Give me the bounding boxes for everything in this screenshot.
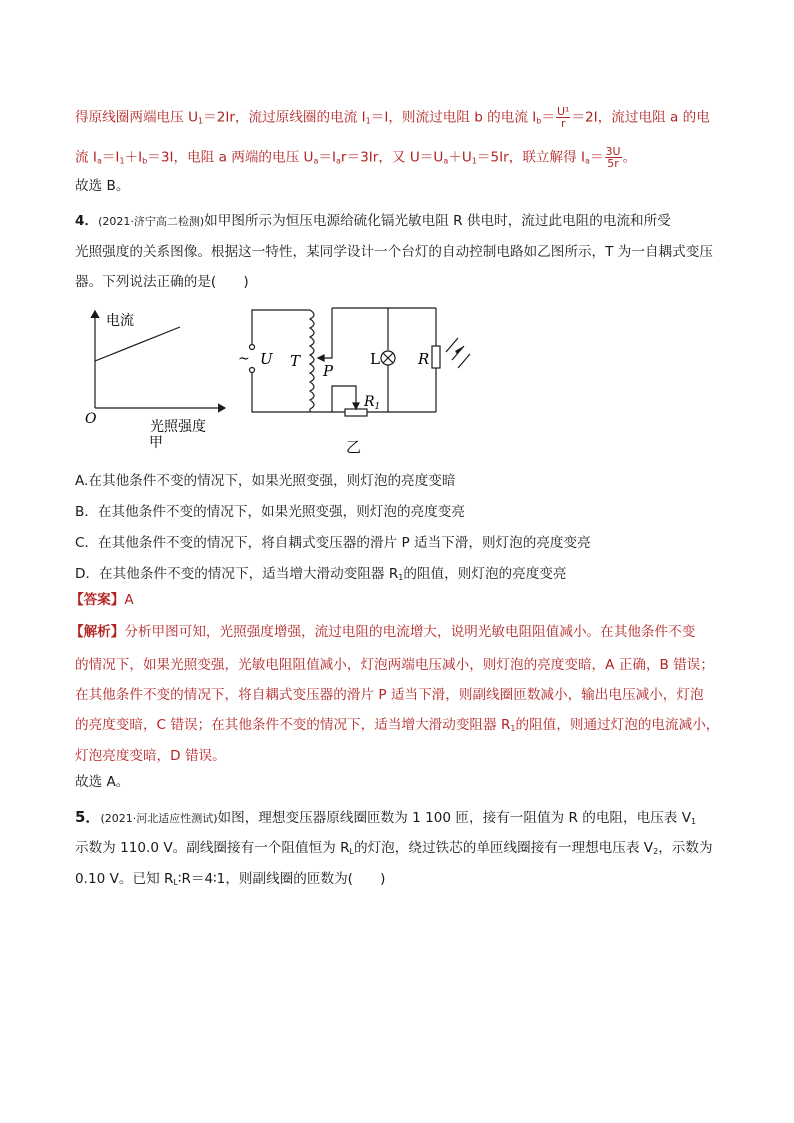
source-tilde: ~ xyxy=(238,351,250,367)
subscript: 1 xyxy=(119,156,125,166)
origin-label: O xyxy=(85,411,97,427)
transformer-coil xyxy=(310,310,314,409)
q4-answer xyxy=(70,590,134,610)
y-axis-label: 电流 xyxy=(106,313,134,329)
text-segment: 。 xyxy=(622,149,637,166)
question-number: 5． xyxy=(75,808,101,826)
text-segment: 的灯泡，绕过铁芯的单匝线圈接有一理想电压表 V xyxy=(354,840,654,856)
text-segment: ∶R＝4∶1，则副线圈的匝数为( ) xyxy=(177,871,386,887)
subscript: b xyxy=(536,116,542,126)
fraction-numerator: U¹ xyxy=(556,105,570,118)
text-segment: 分析甲图可知，光照强度增强，流过电阻的电流增大，说明光敏电阻阻值减小。在其他条件不变 xyxy=(124,624,696,640)
x-axis-label: 光照强度 xyxy=(150,419,206,435)
q4-option-d xyxy=(75,564,567,588)
ldr-resistor xyxy=(432,346,440,368)
subscript: b xyxy=(142,156,148,166)
question-number: 4． xyxy=(75,213,99,229)
text-segment: ，示数为 xyxy=(658,840,713,856)
text-segment: ＋U xyxy=(448,149,472,166)
text-segment: ＝I，则流过电阻 b 的电流 I xyxy=(370,109,537,126)
q5-stem-line-2 xyxy=(75,838,713,862)
text-segment: 的阻值，则灯泡的亮度变亮 xyxy=(403,566,567,582)
graph-jia xyxy=(75,305,240,451)
prev-solution-line-1 xyxy=(75,106,710,132)
source-terminal-top xyxy=(250,345,255,350)
subscript: a xyxy=(313,156,319,166)
subscript: a xyxy=(585,156,590,166)
rheostat-slider-arrow xyxy=(353,403,359,409)
subscript: L xyxy=(173,878,178,887)
fraction xyxy=(605,146,622,169)
answer-tag: 【答案】 xyxy=(70,592,125,608)
transformer-label: T xyxy=(290,352,301,370)
text-segment: ＝2I，流过电阻 a 的电 xyxy=(571,109,710,126)
q4-option-a: A.在其他条件不变的情况下，如果光照变强，则灯泡的亮度变暗 xyxy=(75,473,456,489)
subscript: 1 xyxy=(198,116,204,126)
subscript: L xyxy=(349,847,354,856)
text-segment: ＝I xyxy=(101,149,120,166)
q4-option-c: C．在其他条件不变的情况下，将自耦式变压器的滑片 P 适当下滑，则灯泡的亮度变亮 xyxy=(75,535,591,551)
ldr-label: R xyxy=(418,350,430,368)
text-segment: D．在其他条件不变的情况下，适当增大滑动变阻器 R xyxy=(75,566,399,582)
text-segment: 得原线圈两端电压 U xyxy=(75,109,199,126)
lamp-label: L xyxy=(370,350,380,368)
text-segment: 的阻值，则通过灯泡的电流减小， xyxy=(515,717,720,733)
subscript: 2 xyxy=(653,847,659,856)
prev-solution-line-2 xyxy=(75,146,636,172)
text-segment: r＝3Ir，又 U＝U xyxy=(340,149,444,166)
text-segment: ＝2Ir，流过原线圈的电流 I xyxy=(203,109,366,126)
text-segment: ＝I xyxy=(318,149,336,166)
rheostat-label: $R_1$ xyxy=(364,394,381,412)
subscript: a xyxy=(96,156,102,166)
question-source: (2021·河北适应性测试) xyxy=(100,812,218,825)
q4-analysis-line-1 xyxy=(70,622,695,642)
graph-caption: 甲 xyxy=(149,435,163,451)
text-segment: ＝5Ir，联立解得 I xyxy=(476,149,586,166)
q4-stem-line-2: 光照强度的关系图像。根据这一特性，某同学设计一个台灯的自动控制电路如乙图所示，T 为一自耦式变压 xyxy=(75,244,713,260)
q4-option-b: B．在其他条件不变的情况下，如果光照变强，则灯泡的亮度变亮 xyxy=(75,504,465,520)
text-segment: 0.10 V。已知 R xyxy=(75,871,174,887)
q4-stem-line-3: 器。下列说法正确的是( ) xyxy=(75,274,249,290)
fraction-denominator: r xyxy=(560,117,566,130)
slider-label: P xyxy=(323,362,334,380)
subscript: 1 xyxy=(365,116,371,126)
q4-stem-line-1 xyxy=(75,211,671,232)
text-segment: ＝3I，电阻 a 两端的电压 U xyxy=(147,149,314,166)
subscript: a xyxy=(443,156,449,166)
text-segment: 示数为 110.0 V。副线圈接有一个阻值恒为 R xyxy=(75,840,350,856)
q4-analysis-line-2: 的情况下，如果光照变强，光敏电阻阻值减小，灯泡两端电压减小，则灯泡的亮度变暗，A 正确，B 错误； xyxy=(75,657,714,673)
fraction-numerator: 3U xyxy=(605,145,621,158)
q4-analysis-line-5: 灯泡亮度变暗，D 错误。 xyxy=(75,748,226,764)
fraction xyxy=(556,106,570,129)
slider-p-arrow xyxy=(318,355,324,361)
text-segment: ＋I xyxy=(124,149,143,166)
subscript: a xyxy=(336,156,341,166)
q4-conclusion: 故选 A。 xyxy=(75,774,130,790)
q4-analysis-line-3: 在其他条件不变的情况下，将自耦式变压器的滑片 P 适当下滑，则副线圈匝数减小，输出电压减小，灯泡 xyxy=(75,687,704,703)
text-segment: ＝ xyxy=(589,149,604,166)
subscript: 1 xyxy=(471,156,477,166)
subscript: 1 xyxy=(510,724,516,733)
light-arrow-head xyxy=(455,346,464,354)
text-segment: 的亮度变暗，C 错误；在其他条件不变的情况下，适当增大滑动变阻器 R xyxy=(75,717,511,733)
q4-analysis-line-4 xyxy=(75,715,719,739)
text-segment: ＝ xyxy=(541,109,555,126)
text-segment: 如甲图所示为恒压电源给硫化镉光敏电阻 R 供电时，流过此电阻的电流和所受 xyxy=(204,213,671,229)
circuit-caption: 乙 xyxy=(346,438,362,456)
fraction-denominator: 5r xyxy=(607,157,619,170)
source-terminal-bottom xyxy=(250,368,255,373)
circuit-yi xyxy=(240,300,445,458)
current-line xyxy=(95,327,180,361)
text-segment: 流 I xyxy=(75,149,97,166)
text-segment: 如图，理想变压器原线圈匝数为 1 100 匝，接有一阻值为 R 的电阻，电压表 V xyxy=(217,810,691,826)
subscript: 1 xyxy=(691,817,697,826)
q5-stem-line-1 xyxy=(75,807,696,832)
question-source: (2021·济宁高二检测) xyxy=(98,215,205,228)
prev-solution-conclusion: 故选 B。 xyxy=(75,178,130,194)
subscript: 1 xyxy=(398,573,404,582)
q5-stem-line-3 xyxy=(75,869,385,893)
answer-value: A xyxy=(124,592,134,608)
source-label: U xyxy=(260,350,273,368)
analysis-tag: 【解析】 xyxy=(70,624,125,640)
